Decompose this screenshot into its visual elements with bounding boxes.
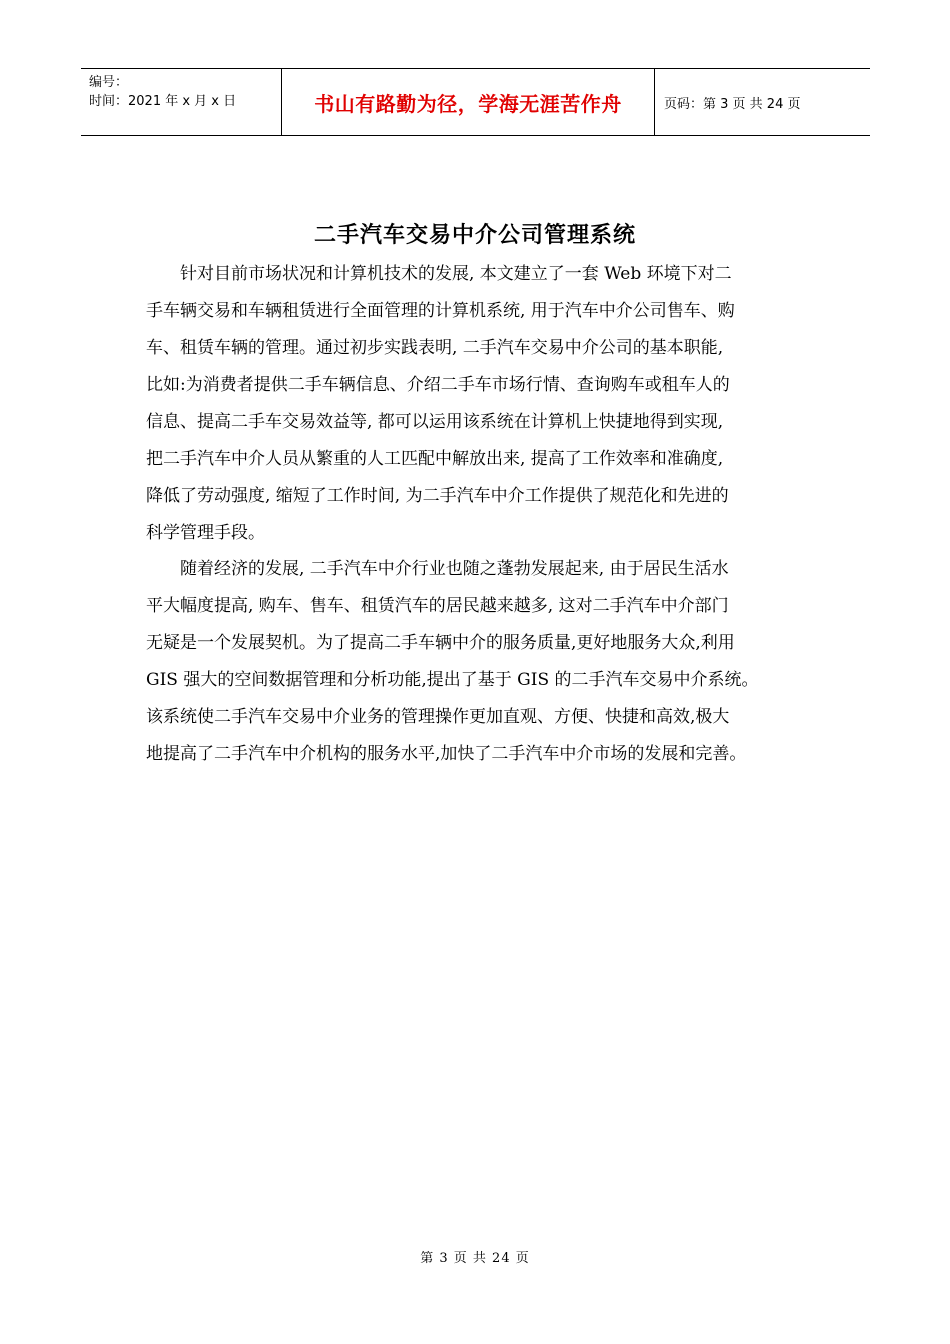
header-motto: 书山有路勤为径，学海无涯苦作舟 <box>281 69 655 135</box>
paragraph-line: 比如:为消费者提供二手车辆信息、介绍二手车市场行情、查询购车或租车人的 <box>146 375 730 395</box>
paragraph-line: 地提高了二手汽车中介机构的服务水平,加快了二手汽车中介市场的发展和完善。 <box>146 744 747 764</box>
paragraph-line: 把二手汽车中介人员从繁重的人工匹配中解放出来, 提高了工作效率和准确度, <box>146 449 724 469</box>
page-header <box>81 68 870 136</box>
paragraph-line: 降低了劳动强度, 缩短了工作时间, 为二手汽车中介工作提供了规范化和先进的 <box>146 486 729 506</box>
paragraph-line: 无疑是一个发展契机。为了提高二手车辆中介的服务质量,更好地服务大众,利用 <box>146 633 735 653</box>
paragraph-line: GIS 强大的空间数据管理和分析功能,提出了基于 GIS 的二手汽车交易中介系统。 <box>146 670 759 690</box>
document-number-label: 编号： <box>89 75 129 90</box>
paragraph-2 <box>146 551 816 773</box>
paragraph-line: 车、租赁车辆的管理。通过初步实践表明, 二手汽车交易中介公司的基本职能, <box>146 338 724 358</box>
paragraph-1 <box>146 256 816 552</box>
document-title: 二手汽车交易中介公司管理系统 <box>313 222 636 248</box>
paragraph-line: 手车辆交易和车辆租赁进行全面管理的计算机系统, 用于汽车中介公司售车、购 <box>146 301 735 321</box>
paragraph-line: 科学管理手段。 <box>146 523 265 543</box>
paragraph-line: 针对目前市场状况和计算机技术的发展, 本文建立了一套 Web 环境下对二 <box>180 264 732 284</box>
document-date-label: 时间：2021 年 x 月 x 日 <box>89 94 237 109</box>
header-meta <box>81 69 281 135</box>
header-page-info: 页码：第 3 页 共 24 页 <box>664 96 801 112</box>
page-footer: 第 3 页 共 24 页 <box>420 1251 530 1266</box>
paragraph-line: 该系统使二手汽车交易中介业务的管理操作更加直观、方便、快捷和高效,极大 <box>146 707 730 727</box>
paragraph-line: 平大幅度提高, 购车、售车、租赁汽车的居民越来越多, 这对二手汽车中介部门 <box>146 596 729 616</box>
paragraph-line: 随着经济的发展, 二手汽车中介行业也随之蓬勃发展起来, 由于居民生活水 <box>180 559 729 579</box>
paragraph-line: 信息、提高二手车交易效益等, 都可以运用该系统在计算机上快捷地得到实现, <box>146 412 724 432</box>
